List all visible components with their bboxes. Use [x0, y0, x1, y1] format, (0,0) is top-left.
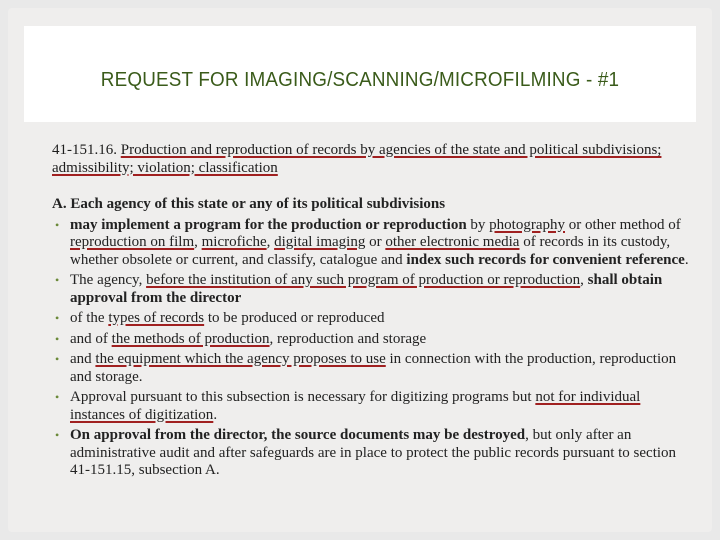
bullet-item	[52, 427, 692, 480]
underlined-text: microfiche	[201, 234, 267, 250]
bullet-item	[52, 217, 692, 270]
bullet-icon: •	[55, 331, 60, 346]
underlined-text: before the institution of any such program of production or reproduction	[146, 272, 581, 288]
text: to be produced or reproduced	[204, 310, 385, 326]
text: , but only after an administrative audit and after safeguards are in place to protect the public records pursuant to section 41-151.15, subsection A.	[70, 427, 677, 478]
bullet-list	[52, 217, 692, 480]
slide	[8, 8, 712, 532]
text: , reproduction and storage	[269, 330, 427, 347]
text: and	[70, 351, 96, 367]
text: by	[466, 216, 490, 233]
bullet-icon: •	[55, 311, 60, 325]
text: The agency,	[70, 272, 147, 288]
text: ,	[194, 234, 202, 250]
text: of records in its custody, whether obsolete or current, and classify, catalogue and	[70, 234, 671, 268]
statute-reference	[52, 142, 692, 177]
text: or other method of	[565, 216, 681, 233]
text: of the	[70, 310, 109, 326]
underlined-text: other electronic media	[385, 234, 520, 250]
bullet-item	[52, 331, 692, 349]
intro-bold: A. Each agency of this state or any of its political subdivisions	[52, 196, 446, 212]
bold-text: index such records for convenient reference	[406, 251, 685, 268]
bold-text: may implement a program for the production or reproduction	[70, 216, 467, 233]
bullet-item	[52, 310, 692, 328]
slide-title: REQUEST FOR IMAGING/SCANNING/MICROFILMING - #1	[100, 68, 620, 91]
underlined-text: types of records	[108, 310, 205, 326]
bold-text: shall obtain approval from the director	[70, 272, 663, 306]
underlined-text: reproduction on film	[70, 234, 195, 250]
text: .	[684, 251, 689, 268]
bullet-icon: •	[55, 352, 60, 366]
underlined-text: digital imaging	[274, 234, 366, 250]
statute-section: 41-151.16.	[52, 142, 117, 158]
bold-text: On approval from the director, the source documents may be destroyed	[70, 427, 526, 443]
text: ,	[266, 234, 275, 250]
underlined-text: photography	[489, 216, 565, 233]
underlined-text: not for individual instances of digitization	[70, 389, 641, 423]
underlined-text: the equipment which the agency proposes to use	[95, 351, 386, 367]
text: or	[365, 234, 386, 250]
bullet-icon: •	[55, 273, 60, 287]
text: .	[213, 406, 218, 423]
bullet-item	[52, 351, 692, 386]
title-box	[24, 26, 696, 122]
text: Approval pursuant to this subsection is necessary for digitizing programs but	[70, 389, 536, 405]
bullet-icon: •	[55, 390, 60, 404]
statute-heading: Production and reproduction of records by agencies of the state and political subdivisions; admissibility; violation; classification	[52, 142, 662, 176]
bullet-icon: •	[55, 217, 60, 232]
text: and of	[70, 330, 112, 347]
underlined-text: the methods of production	[111, 330, 270, 347]
text: ,	[580, 272, 588, 288]
text: in connection with the production, reproduction and storage.	[70, 351, 677, 385]
slide-body	[52, 142, 692, 480]
bullet-item	[52, 272, 692, 307]
bullet-icon: •	[55, 428, 60, 442]
intro-text	[52, 196, 692, 214]
bullet-item	[52, 389, 692, 424]
